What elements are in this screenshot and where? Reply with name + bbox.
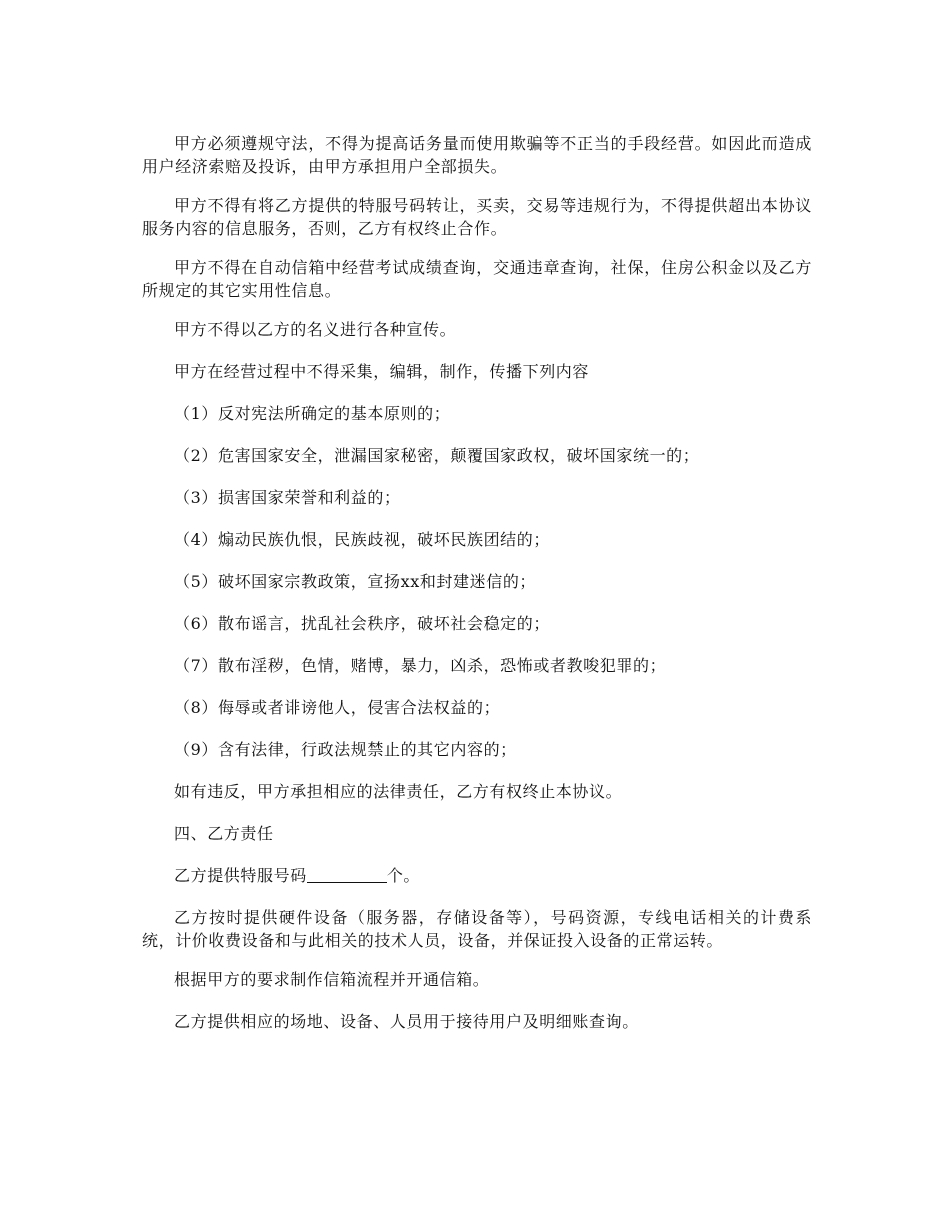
paragraph-no-promotion: 甲方不得以乙方的名义进行各种宣传。 — [174, 320, 457, 339]
paragraph-number-count — [142, 864, 812, 887]
list-item: （5）破坏国家宗教政策，宣扬xx和封建迷信的； — [174, 572, 537, 591]
list-item: （3）损害国家荣誉和利益的； — [174, 488, 401, 507]
list-item: （6）散布谣言，扰乱社会秩序，破坏社会稳定的； — [174, 614, 550, 633]
paragraph-honest-operation: 甲方必须遵规守法，不得为提高话务量而使用欺骗等不正当的手段经营。如因此而造成用户经济索赔及投诉，由甲方承担用户全部损失。 — [142, 134, 812, 176]
prohibited-content-list — [142, 402, 812, 761]
list-item: （4）煽动民族仇恨，民族歧视，破坏民族团结的； — [174, 530, 550, 549]
list-item: （7）散布淫秽，色情，赌博，暴力，凶杀，恐怖或者教唆犯罪的； — [174, 656, 667, 675]
number-clause-prefix: 乙方提供特服号码 — [174, 866, 307, 885]
document-body — [142, 132, 812, 1052]
paragraph-hardware-provision: 乙方按时提供硬件设备（服务器，存储设备等），号码资源，专线电话相关的计费系统，计价收费设备和与此相关的技术人员，设备，并保证投入设备的正常运转。 — [142, 908, 812, 950]
paragraph-mailbox-setup: 根据甲方的要求制作信箱流程并开通信箱。 — [174, 970, 490, 989]
paragraph-violation-clause: 如有违反，甲方承担相应的法律责任，乙方有权终止本协议。 — [174, 782, 623, 801]
paragraph-no-practical-info: 甲方不得在自动信箱中经营考试成绩查询，交通违章查询，社保，住房公积金以及乙方所规定的其它实用性信息。 — [142, 258, 812, 300]
section-heading: 四、乙方责任 — [174, 824, 274, 843]
list-item: （2）危害国家安全，泄漏国家秘密，颠覆国家政权，破坏国家统一的； — [174, 446, 700, 465]
paragraph-prohibited-intro: 甲方在经营过程中不得采集，编辑，制作，传播下列内容 — [174, 362, 590, 381]
paragraph-venue-provision: 乙方提供相应的场地、设备、人员用于接待用户及明细账查询。 — [174, 1012, 639, 1031]
paragraph-no-transfer: 甲方不得有将乙方提供的特服号码转让，买卖，交易等违规行为，不得提供超出本协议服务内容的信息服务，否则，乙方有权终止合作。 — [142, 196, 812, 238]
list-item: （8）侮辱或者诽谤他人，侵害合法权益的； — [174, 698, 501, 717]
list-item: （1）反对宪法所确定的基本原则的； — [174, 404, 451, 423]
number-clause-suffix: 个。 — [386, 866, 421, 885]
blank-fill-line — [307, 866, 387, 883]
list-item: （9）含有法律，行政法规禁止的其它内容的； — [174, 740, 517, 759]
